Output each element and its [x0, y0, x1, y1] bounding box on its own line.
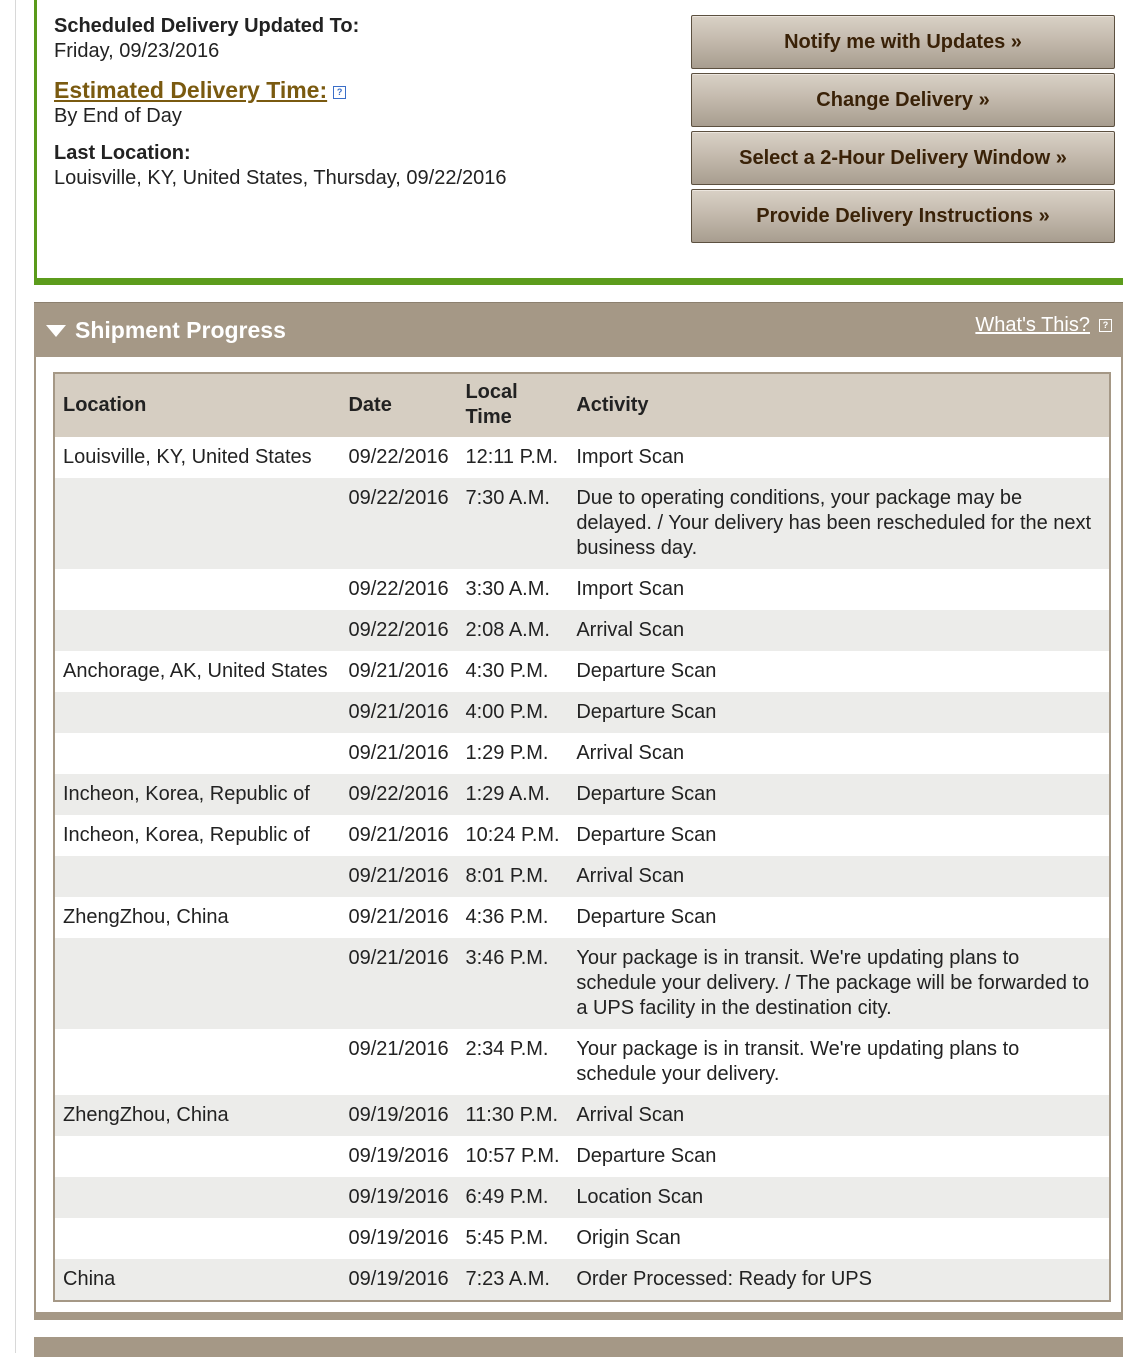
cell-time: 1:29 P.M.	[465, 742, 549, 764]
summary-divider	[34, 278, 1123, 285]
table-row	[54, 897, 1110, 938]
last-location-value: Louisville, KY, United States, Thursday, 09/22/2016	[54, 167, 507, 189]
table-row	[54, 774, 1110, 815]
cell-time: 5:45 P.M.	[465, 1227, 549, 1249]
cell-activity: Departure Scan	[568, 774, 1110, 815]
cell-time: 6:49 P.M.	[457, 1177, 568, 1218]
page-left-rule	[15, 0, 16, 1353]
cell-activity: Arrival Scan	[568, 856, 1110, 897]
cell-activity: Order Processed: Ready for UPS	[568, 1259, 1110, 1301]
cell-location	[54, 1177, 340, 1218]
table-row	[54, 1177, 1110, 1218]
estimated-delivery-value: By End of Day	[54, 105, 182, 127]
cell-date: 09/22/2016	[340, 610, 457, 651]
cell-date: 09/22/2016	[348, 446, 449, 468]
delivery-summary	[34, 0, 1123, 280]
last-location-label: Last Location:	[54, 142, 191, 164]
table-row	[54, 856, 1110, 897]
shipment-progress-footer-bar	[34, 1312, 1123, 1320]
cell-time: 4:30 P.M.	[465, 660, 549, 682]
cell-time: 10:24 P.M.	[465, 824, 560, 846]
next-section-header	[34, 1337, 1123, 1357]
scheduled-delivery-value: Friday, 09/23/2016	[54, 40, 220, 62]
table-row	[54, 1136, 1110, 1177]
cell-time: 7:23 A.M.	[457, 1259, 568, 1301]
cell-time: 1:29 A.M.	[457, 774, 568, 815]
shipment-progress-title: Shipment Progress	[75, 317, 286, 343]
delivery-instructions-button[interactable]: Provide Delivery Instructions »	[691, 189, 1115, 243]
cell-location: Anchorage, AK, United States	[63, 660, 328, 682]
cell-time: 4:36 P.M.	[465, 906, 549, 928]
cell-time: 11:30 P.M.	[457, 1095, 568, 1136]
cell-date: 09/19/2016	[348, 1227, 449, 1249]
cell-location	[54, 692, 340, 733]
cell-location: Incheon, Korea, Republic of	[54, 774, 340, 815]
cell-date: 09/22/2016	[340, 478, 457, 569]
cell-time: 7:30 A.M.	[457, 478, 568, 569]
table-row	[54, 478, 1110, 569]
cell-activity: Due to operating conditions, your package may be delayed. / Your delivery has been rescheduled for the next business day.	[568, 478, 1110, 569]
shipment-progress-body	[34, 357, 1123, 1312]
cell-activity: Import Scan	[576, 578, 685, 600]
table-row	[54, 1029, 1110, 1095]
table-row	[54, 569, 1110, 610]
column-header-location: Location	[54, 373, 340, 437]
cell-time: 3:30 A.M.	[465, 578, 550, 600]
table-row	[54, 1218, 1110, 1259]
column-header-local-time: Local Time	[457, 373, 568, 437]
table-row	[54, 938, 1110, 1029]
table-row	[54, 651, 1110, 692]
shipment-progress-table	[53, 372, 1111, 1302]
cell-activity: Arrival Scan	[576, 742, 685, 764]
table-row	[54, 1095, 1110, 1136]
cell-activity: Your package is in transit. We're updating plans to schedule your delivery.	[576, 1038, 1020, 1085]
cell-date: 09/19/2016	[340, 1095, 457, 1136]
cell-location	[54, 938, 340, 1029]
table-row	[54, 815, 1110, 856]
change-delivery-button[interactable]: Change Delivery »	[691, 73, 1115, 127]
cell-location	[54, 856, 340, 897]
cell-location	[54, 733, 340, 774]
cell-date: 09/22/2016	[340, 774, 457, 815]
estimated-delivery-time-link[interactable]: Estimated Delivery Time:	[54, 77, 328, 103]
cell-time: 10:57 P.M.	[465, 1145, 560, 1167]
notify-updates-button[interactable]: Notify me with Updates »	[691, 15, 1115, 69]
cell-time: 3:46 P.M.	[457, 938, 568, 1029]
help-icon[interactable]: ?	[333, 86, 346, 99]
cell-location	[54, 610, 340, 651]
cell-activity: Arrival Scan	[568, 610, 1110, 651]
cell-time: 2:08 A.M.	[457, 610, 568, 651]
cell-time: 12:11 P.M.	[465, 446, 559, 468]
cell-location	[54, 1029, 340, 1095]
cell-time: 4:00 P.M.	[457, 692, 568, 733]
cell-activity: Origin Scan	[576, 1227, 681, 1249]
scheduled-delivery-label: Scheduled Delivery Updated To:	[54, 15, 360, 37]
cell-location: Louisville, KY, United States	[63, 446, 312, 468]
cell-location: ZhengZhou, China	[63, 906, 229, 928]
cell-activity: Departure Scan	[576, 824, 717, 846]
cell-date: 09/21/2016	[340, 856, 457, 897]
cell-activity: Departure Scan	[576, 660, 717, 682]
cell-time: 8:01 P.M.	[457, 856, 568, 897]
cell-location	[54, 1218, 340, 1259]
cell-date: 09/21/2016	[340, 938, 457, 1029]
cell-activity: Departure Scan	[576, 906, 717, 928]
cell-location: China	[54, 1259, 340, 1301]
cell-date: 09/21/2016	[348, 1038, 449, 1060]
cell-location	[54, 1136, 340, 1177]
cell-date: 09/21/2016	[348, 824, 449, 846]
cell-time: 2:34 P.M.	[465, 1038, 549, 1060]
cell-date: 09/21/2016	[348, 906, 449, 928]
whats-this-help-icon[interactable]: ?	[1099, 319, 1112, 332]
cell-activity: Arrival Scan	[568, 1095, 1110, 1136]
table-row	[54, 437, 1110, 478]
cell-date: 09/19/2016	[340, 1177, 457, 1218]
cell-activity: Location Scan	[568, 1177, 1110, 1218]
cell-location: Incheon, Korea, Republic of	[63, 824, 310, 846]
cell-date: 09/21/2016	[340, 692, 457, 733]
cell-date: 09/21/2016	[348, 742, 449, 764]
cell-activity: Import Scan	[576, 446, 685, 468]
delivery-window-button[interactable]: Select a 2-Hour Delivery Window »	[691, 131, 1115, 185]
table-row	[54, 1259, 1110, 1301]
collapse-triangle-icon[interactable]	[46, 325, 66, 337]
action-buttons	[691, 15, 1115, 247]
table-row	[54, 733, 1110, 774]
table-row	[54, 692, 1110, 733]
cell-date: 09/19/2016	[340, 1259, 457, 1301]
column-header-date: Date	[340, 373, 457, 437]
cell-location	[54, 569, 340, 610]
cell-date: 09/21/2016	[348, 660, 449, 682]
shipment-progress-header[interactable]	[34, 302, 1123, 358]
cell-location: ZhengZhou, China	[54, 1095, 340, 1136]
table-row	[54, 610, 1110, 651]
whats-this-link[interactable]: What's This?	[975, 314, 1090, 336]
cell-date: 09/19/2016	[348, 1145, 449, 1167]
cell-activity: Your package is in transit. We're updating plans to schedule your delivery. / The package will be forwarded to a UPS facility in the destination city.	[568, 938, 1110, 1029]
cell-location	[54, 478, 340, 569]
column-header-activity: Activity	[568, 373, 1110, 437]
delivery-info	[54, 14, 654, 203]
cell-activity: Departure Scan	[576, 1145, 717, 1167]
cell-activity: Departure Scan	[568, 692, 1110, 733]
table-header-row	[54, 373, 1110, 437]
cell-date: 09/22/2016	[348, 578, 449, 600]
